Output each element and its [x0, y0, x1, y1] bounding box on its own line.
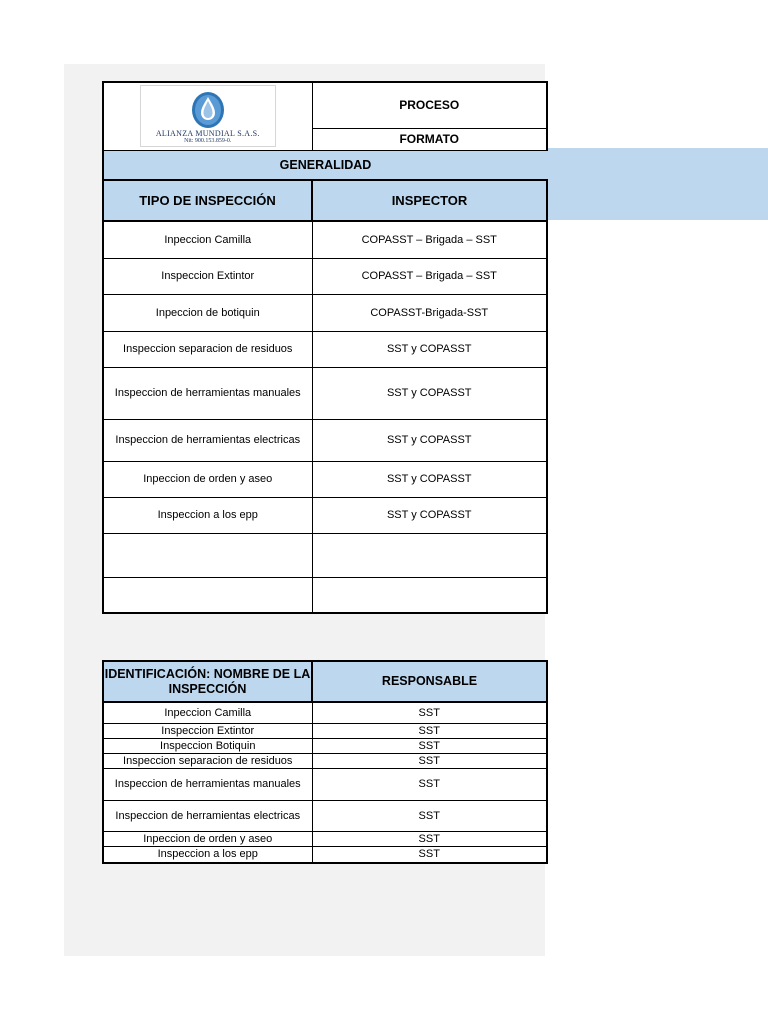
table-row: [103, 419, 547, 461]
inspector-cell: [312, 577, 547, 613]
inspector-cell: COPASST – Brigada – SST: [312, 221, 547, 258]
tipo-cell: [103, 533, 312, 577]
tipo-cell: Inspeccion de herramientas manuales: [103, 367, 312, 419]
nombre-cell: Inpeccion Camilla: [103, 702, 312, 723]
nombre-cell: Inspeccion separacion de residuos: [103, 753, 312, 768]
company-name: ALIANZA MUNDIAL S.A.S.: [155, 129, 260, 139]
table-row: [103, 738, 547, 753]
tipo-cell: [103, 577, 312, 613]
inspector-cell: SST y COPASST: [312, 419, 547, 461]
inspector-cell: COPASST-Brigada-SST: [312, 294, 547, 331]
responsable-cell: SST: [312, 738, 547, 753]
responsable-cell: SST: [312, 768, 547, 800]
inspector-cell: SST y COPASST: [312, 497, 547, 533]
tipo-cell: Inpeccion de orden y aseo: [103, 461, 312, 497]
table-row: [103, 768, 547, 800]
responsable-cell: SST: [312, 831, 547, 846]
col-header-nombre: IDENTIFICACIÓN: NOMBRE DE LA INSPECCIÓN: [103, 661, 312, 702]
nombre-cell: Inpeccion de orden y aseo: [103, 831, 312, 846]
responsable-cell: SST: [312, 753, 547, 768]
responsable-cell: SST: [312, 846, 547, 863]
formato-label: FORMATO: [312, 128, 547, 150]
responsable-cell: SST: [312, 800, 547, 831]
inspector-cell: [312, 533, 547, 577]
table-row: [103, 702, 547, 723]
table-row: [103, 497, 547, 533]
table-row: [103, 753, 547, 768]
identificacion-table: [102, 660, 548, 864]
nombre-cell: Inspeccion de herramientas electricas: [103, 800, 312, 831]
table-row: [103, 221, 547, 258]
table-row: [103, 331, 547, 367]
inspector-cell: SST y COPASST: [312, 461, 547, 497]
nombre-cell: Inspeccion Extintor: [103, 723, 312, 738]
table-row: [103, 800, 547, 831]
table-row: [103, 723, 547, 738]
col-header-tipo: TIPO DE INSPECCIÓN: [103, 180, 312, 221]
company-nit: Nit: 900.153.859-0.: [184, 138, 232, 145]
col-header-responsable: RESPONSABLE: [312, 661, 547, 702]
table-row: [103, 846, 547, 863]
responsable-cell: SST: [312, 702, 547, 723]
logo-cell: [103, 82, 312, 150]
proceso-label: PROCESO: [312, 82, 547, 128]
inspector-cell: SST y COPASST: [312, 367, 547, 419]
table-row: [103, 577, 547, 613]
nombre-cell: Inspeccion de herramientas manuales: [103, 768, 312, 800]
table-row: [103, 294, 547, 331]
col-header-inspector: INSPECTOR: [312, 180, 547, 221]
tipo-cell: Inspeccion a los epp: [103, 497, 312, 533]
inspector-cell: SST y COPASST: [312, 331, 547, 367]
nombre-cell: Inspeccion Botiquin: [103, 738, 312, 753]
water-drop-icon: [191, 89, 225, 129]
tipo-cell: Inspeccion separacion de residuos: [103, 331, 312, 367]
inspector-cell: COPASST – Brigada – SST: [312, 258, 547, 294]
tipo-cell: Inspeccion de herramientas electricas: [103, 419, 312, 461]
table-row: [103, 533, 547, 577]
generalidad-table: [102, 81, 548, 614]
table-row: [103, 258, 547, 294]
nombre-cell: Inspeccion a los epp: [103, 846, 312, 863]
table-row: [103, 461, 547, 497]
table-row: [103, 367, 547, 419]
responsable-cell: SST: [312, 723, 547, 738]
company-logo: [140, 85, 276, 147]
tipo-cell: Inspeccion Extintor: [103, 258, 312, 294]
tipo-cell: Inpeccion de botiquin: [103, 294, 312, 331]
tipo-cell: Inpeccion Camilla: [103, 221, 312, 258]
generalidad-title: GENERALIDAD: [103, 150, 547, 180]
table-row: [103, 831, 547, 846]
